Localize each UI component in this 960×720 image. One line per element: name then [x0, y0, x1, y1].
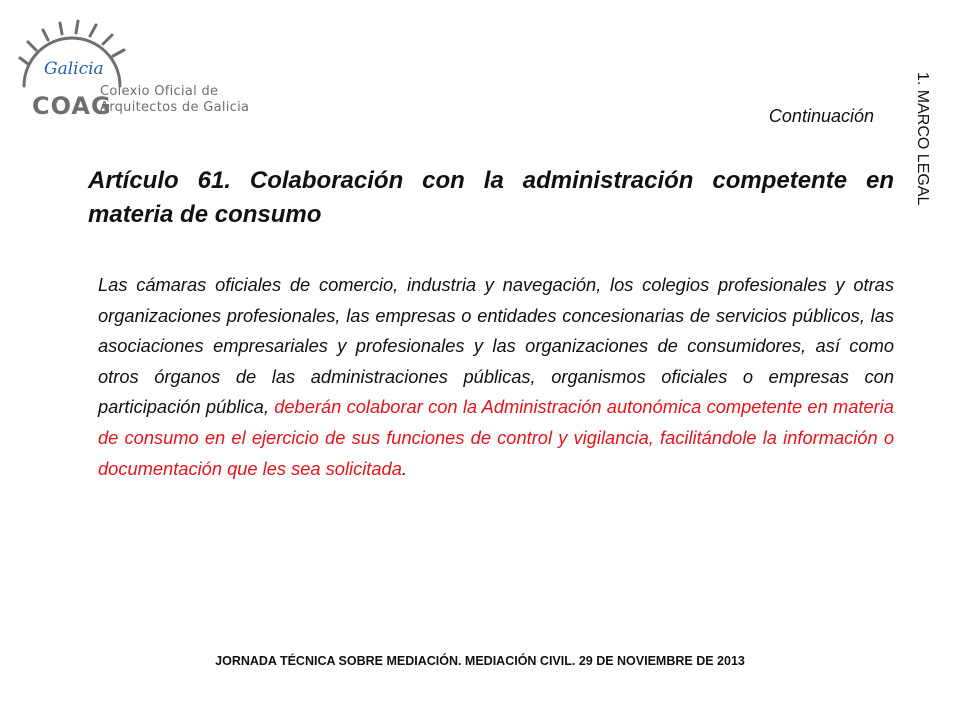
article-body-highlight: deberán colaborar con la Administración autonómica competente en materia de consumo en el ejercicio de sus funciones de control y vigilancia, facilitándole la información o documentación que les sea solicitada — [98, 396, 894, 479]
logo-caption-line-1: Colexio Oficial de — [100, 84, 219, 99]
article-body — [98, 270, 894, 484]
logo-caption — [100, 84, 249, 116]
article-title: Artículo 61. Colaboración con la administración competente en materia de consumo — [88, 167, 894, 228]
slide-footer: JORNADA TÉCNICA SOBRE MEDIACIÓN. MEDIACIÓN CIVIL. 29 DE NOVIEMBRE DE 2013 — [215, 654, 745, 668]
article-body-end: . — [401, 457, 407, 479]
continuation-label: Continuación — [768, 106, 874, 126]
logo-caption-line-2: Arquitectos de Galicia — [100, 100, 250, 115]
sunburst-logo-icon — [18, 14, 138, 94]
logo-wordmark: COAG — [32, 92, 112, 120]
section-side-label: 1. MARCO LEGAL — [914, 72, 931, 206]
coag-logo — [18, 14, 258, 124]
article-body-text: Las cámaras oficiales de comercio, industria y navegación, los colegios profesionales y otras organizaciones profesionales, las empresas o entidades concesionarias de servicios públicos, las asociaciones empresariales y profesionales y las organizaciones de consumidores, así como otros órganos de las administraciones públicas, organismos oficiales o empresas con participación pública, — [98, 274, 894, 418]
logo-script-text: Galicia — [44, 59, 104, 79]
